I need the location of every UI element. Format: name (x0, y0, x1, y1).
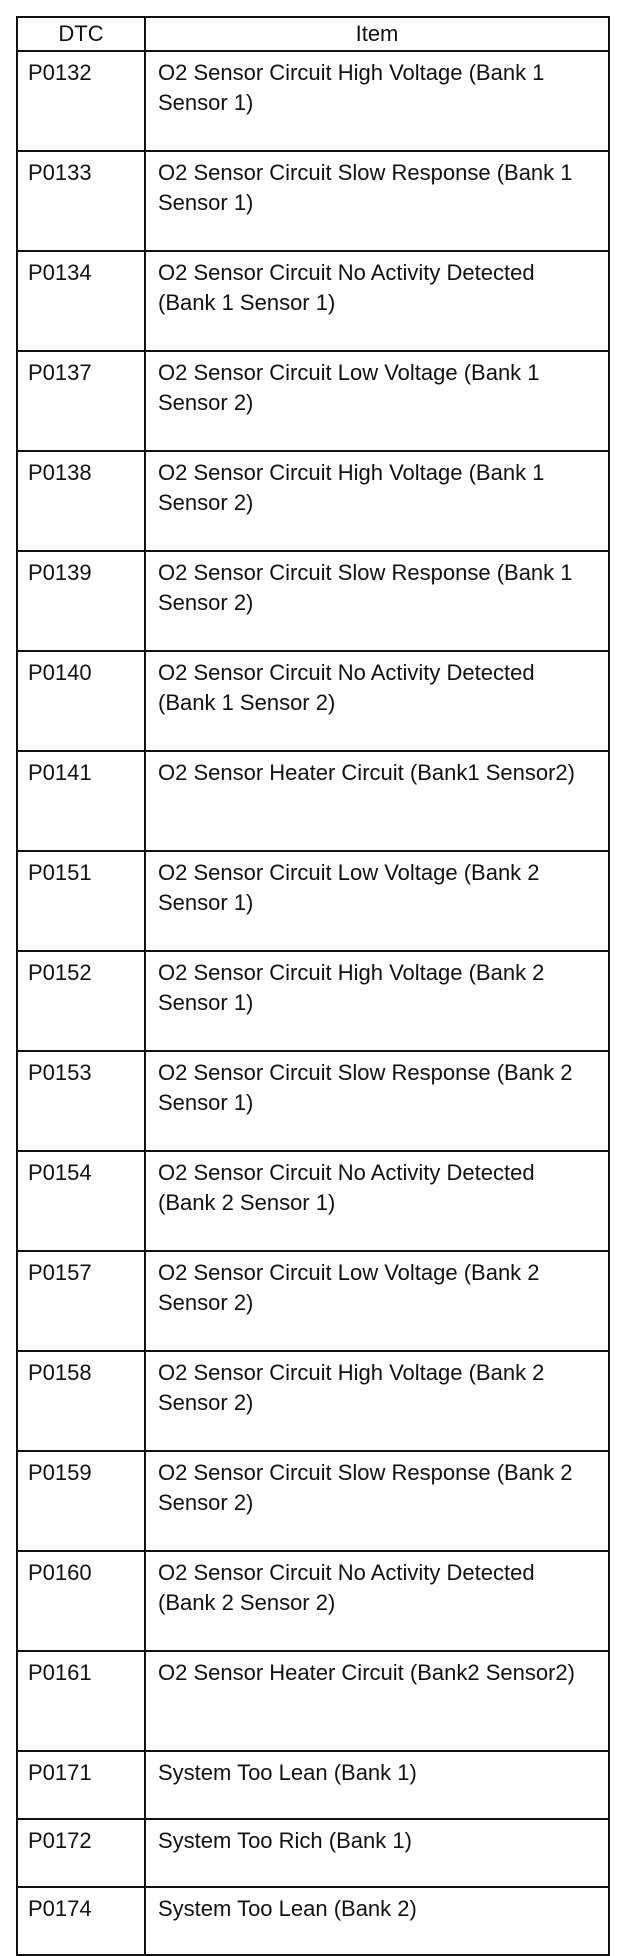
dtc-code: P0139 (17, 551, 145, 651)
table-row (17, 851, 609, 951)
table-row (17, 1251, 609, 1351)
dtc-item: O2 Sensor Circuit High Voltage (Bank 2 Sensor 1) (145, 951, 609, 1051)
header-item: Item (145, 17, 609, 51)
dtc-code: P0172 (17, 1819, 145, 1887)
dtc-code: P0152 (17, 951, 145, 1051)
table-row (17, 1351, 609, 1451)
dtc-code: P0141 (17, 751, 145, 851)
dtc-code: P0157 (17, 1251, 145, 1351)
dtc-code: P0159 (17, 1451, 145, 1551)
dtc-item: O2 Sensor Circuit Low Voltage (Bank 1 Sensor 2) (145, 351, 609, 451)
dtc-code: P0171 (17, 1751, 145, 1819)
dtc-item: O2 Sensor Circuit Low Voltage (Bank 2 Sensor 1) (145, 851, 609, 951)
dtc-item: O2 Sensor Circuit High Voltage (Bank 2 Sensor 2) (145, 1351, 609, 1451)
table-row (17, 1887, 609, 1955)
dtc-code: P0174 (17, 1887, 145, 1955)
dtc-item: O2 Sensor Circuit Low Voltage (Bank 2 Sensor 2) (145, 1251, 609, 1351)
table-row (17, 1151, 609, 1251)
table-row (17, 1051, 609, 1151)
dtc-item: O2 Sensor Circuit Slow Response (Bank 1 Sensor 2) (145, 551, 609, 651)
table-row (17, 751, 609, 851)
dtc-code: P0160 (17, 1551, 145, 1651)
dtc-item: System Too Lean (Bank 2) (145, 1887, 609, 1955)
table-body (17, 51, 609, 1955)
dtc-code: P0153 (17, 1051, 145, 1151)
dtc-code: P0134 (17, 251, 145, 351)
dtc-item: O2 Sensor Circuit High Voltage (Bank 1 Sensor 1) (145, 51, 609, 151)
table-row (17, 51, 609, 151)
dtc-item: O2 Sensor Circuit No Activity Detected (Bank 2 Sensor 1) (145, 1151, 609, 1251)
table-row (17, 451, 609, 551)
dtc-code: P0138 (17, 451, 145, 551)
dtc-item: O2 Sensor Heater Circuit (Bank1 Sensor2) (145, 751, 609, 851)
dtc-code: P0154 (17, 1151, 145, 1251)
header-dtc: DTC (17, 17, 145, 51)
dtc-table (16, 16, 610, 1956)
table-row (17, 651, 609, 751)
dtc-code: P0151 (17, 851, 145, 951)
dtc-code: P0137 (17, 351, 145, 451)
table-row (17, 151, 609, 251)
table-row (17, 951, 609, 1051)
dtc-item: O2 Sensor Heater Circuit (Bank2 Sensor2) (145, 1651, 609, 1751)
dtc-item: O2 Sensor Circuit Slow Response (Bank 2 Sensor 2) (145, 1451, 609, 1551)
table-row (17, 1451, 609, 1551)
table-row (17, 1751, 609, 1819)
dtc-code: P0158 (17, 1351, 145, 1451)
dtc-code: P0161 (17, 1651, 145, 1751)
table-row (17, 1651, 609, 1751)
table-row (17, 1551, 609, 1651)
table-header (17, 17, 609, 51)
dtc-item: System Too Rich (Bank 1) (145, 1819, 609, 1887)
dtc-item: O2 Sensor Circuit No Activity Detected (Bank 1 Sensor 1) (145, 251, 609, 351)
dtc-code: P0140 (17, 651, 145, 751)
dtc-item: O2 Sensor Circuit Slow Response (Bank 1 Sensor 1) (145, 151, 609, 251)
dtc-code: P0132 (17, 51, 145, 151)
table-row (17, 251, 609, 351)
dtc-item: O2 Sensor Circuit No Activity Detected (Bank 2 Sensor 2) (145, 1551, 609, 1651)
table-row (17, 351, 609, 451)
dtc-code: P0133 (17, 151, 145, 251)
table-row (17, 551, 609, 651)
dtc-item: O2 Sensor Circuit No Activity Detected (Bank 1 Sensor 2) (145, 651, 609, 751)
dtc-item: O2 Sensor Circuit Slow Response (Bank 2 Sensor 1) (145, 1051, 609, 1151)
dtc-item: O2 Sensor Circuit High Voltage (Bank 1 Sensor 2) (145, 451, 609, 551)
dtc-item: System Too Lean (Bank 1) (145, 1751, 609, 1819)
table-row (17, 1819, 609, 1887)
header-row (17, 17, 609, 51)
